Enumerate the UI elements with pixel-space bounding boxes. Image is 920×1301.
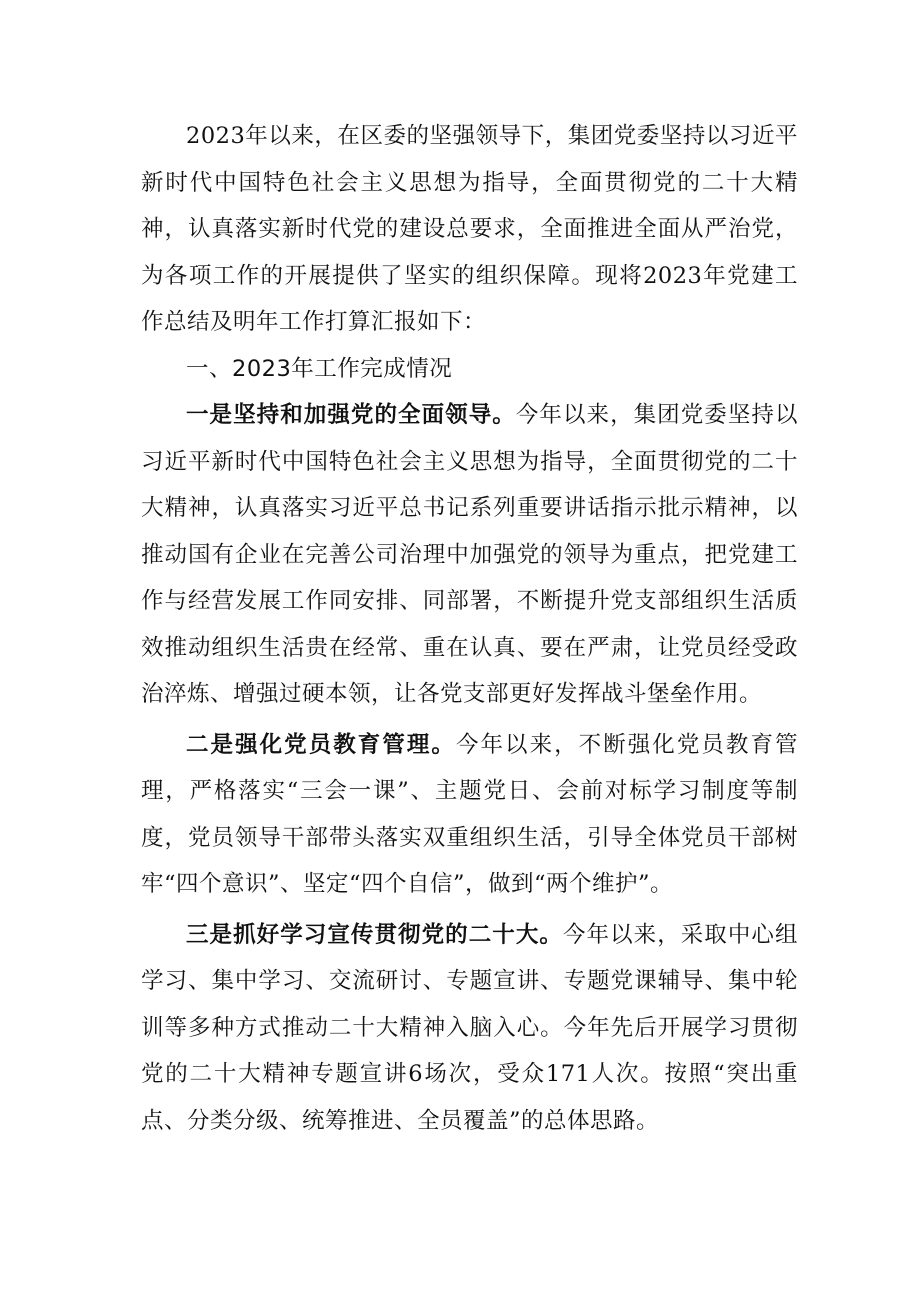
item-body-1: 今年以来，集团党委坚持以习近平新时代中国特色社会主义思想为指导，全面贯彻党的二十大精神，认真落实习近平总书记系列重要讲话指示批示精神，以推动国有企业在完善公司治理中加强党的领导为重点，把党建工作与经营发展工作同安排、同部署，不断提升党支部组织生活质效推动组织生活贵在经常、重在认真、要在严肃，让党员经受政治淬炼、增强过硬本领，让各党支部更好发挥战斗堡垒作用。 — [141, 402, 798, 707]
section-heading: 一、2023年工作完成情况 — [186, 355, 453, 382]
item-paragraph-2 — [141, 722, 798, 908]
item-paragraph-3 — [141, 912, 798, 1145]
intro-paragraph: 2023年以来，在区委的坚强领导下，集团党委坚持以习近平新时代中国特色社会主义思想为指导，全面贯彻党的二十大精神，认真落实新时代党的建设总要求，全面推进全面从严治党，为各项工作的开展提供了坚实的组织保障。现将2023年党建工作总结及明年工作打算汇报如下： — [141, 123, 798, 335]
item-lead-1: 一是坚持和加强党的全面领导。 — [186, 402, 516, 428]
item-body-3: 今年以来，采取中心组学习、集中学习、交流研讨、专题宣讲、专题党课辅导、集中轮训等多种方式推动二十大精神入脑入心。今年先后开展学习贯彻党的二十大精神专题宣讲6场次，受众171人次。按照“突出重点、分类分级、统筹推进、全员覆盖”的总体思路。 — [141, 921, 798, 1134]
document-body — [141, 113, 798, 1144]
item-paragraph-1 — [141, 392, 798, 718]
item-lead-2: 二是强化党员教育管理。 — [186, 731, 456, 758]
item-lead-3: 三是抓好学习宣传贯彻党的二十大。 — [186, 921, 563, 948]
item-body-2: 今年以来，不断强化党员教育管理，严格落实“三会一课”、主题党日、会前对标学习制度等制度，党员领导干部带头落实双重组织生活，引导全体党员干部树牢“四个意识”、坚定“四个自信”，做到“两个维护”。 — [141, 731, 798, 897]
